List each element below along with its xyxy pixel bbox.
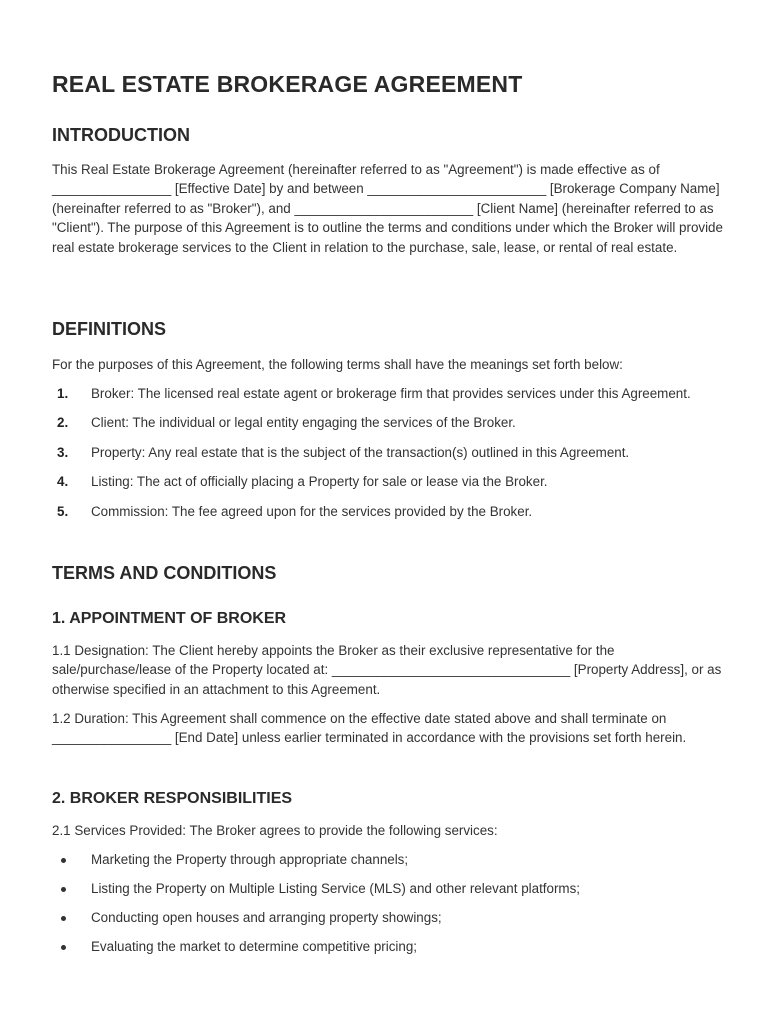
services-intro: 2.1 Services Provided: The Broker agrees to provide the following services: bbox=[52, 823, 498, 838]
bullet-icon bbox=[61, 945, 66, 950]
services-list bbox=[52, 850, 724, 966]
definitions-intro: For the purposes of this Agreement, the following terms shall have the meanings set forth below: bbox=[52, 357, 623, 372]
bullet-icon bbox=[61, 858, 66, 863]
definition-number: 5. bbox=[57, 503, 69, 519]
definition-text: Property: Any real estate that is the subject of the transaction(s) outlined in this Agreement. bbox=[91, 444, 630, 460]
service-item bbox=[52, 850, 724, 869]
definition-text: Listing: The act of officially placing a Property for sale or lease via the Broker. bbox=[91, 474, 548, 490]
introduction-heading: INTRODUCTION bbox=[52, 125, 190, 145]
duration-paragraph: 1.2 Duration: This Agreement shall commence on the effective date stated above and shall terminate on ________________ [End Date] unless earlier terminated in accordance with the provisions set forth herein. bbox=[52, 711, 687, 746]
service-item bbox=[52, 937, 724, 956]
service-item bbox=[52, 908, 724, 927]
definition-item bbox=[52, 472, 724, 491]
terms-heading: TERMS AND CONDITIONS bbox=[52, 563, 277, 583]
definition-item bbox=[52, 443, 724, 462]
appointment-heading: 1. APPOINTMENT OF BROKER bbox=[52, 610, 287, 627]
definition-number: 1. bbox=[57, 386, 69, 401]
definition-item bbox=[52, 502, 724, 521]
definition-number: 3. bbox=[57, 444, 69, 460]
definitions-list bbox=[52, 384, 724, 531]
service-text: Marketing the Property through appropriate channels; bbox=[91, 852, 409, 867]
service-item bbox=[52, 879, 724, 898]
definitions-heading: DEFINITIONS bbox=[52, 319, 167, 339]
definition-text: Client: The individual or legal entity engaging the services of the Broker. bbox=[91, 415, 516, 431]
definition-text: Broker: The licensed real estate agent or brokerage firm that provides services under this Agreement. bbox=[91, 386, 691, 401]
designation-paragraph: 1.1 Designation: The Client hereby appoints the Broker as their exclusive representative for the sale/purchase/lease of the Property located at: ________________________________ [Property Address], or as otherwise specified in an attachment to this Agreement. bbox=[52, 643, 722, 697]
definition-item bbox=[52, 413, 724, 432]
service-text: Conducting open houses and arranging property showings; bbox=[91, 910, 442, 925]
bullet-icon bbox=[61, 887, 66, 892]
document-title: REAL ESTATE BROKERAGE AGREEMENT bbox=[52, 71, 523, 97]
broker-responsibilities-heading: 2. BROKER RESPONSIBILITIES bbox=[52, 790, 293, 807]
definition-text: Commission: The fee agreed upon for the services provided by the Broker. bbox=[91, 503, 533, 519]
introduction-paragraph: This Real Estate Brokerage Agreement (hereinafter referred to as "Agreement") is made effective as of ________________ [Effective Date] by and between ________________________ [Brokerage Company Name] (hereinafter referred to as "Broker"), and ________________________ [Client Name] (hereinafter referred to as "Client"). The purpose of this Agreement is to outline the terms and conditions under which the Broker will provide real estate brokerage services to the Client in relation to the purchase, sale, lease, or rental of real estate. bbox=[52, 162, 723, 255]
definition-item bbox=[52, 384, 724, 403]
service-text: Listing the Property on Multiple Listing Service (MLS) and other relevant platforms; bbox=[91, 881, 580, 896]
service-text: Evaluating the market to determine competitive pricing; bbox=[91, 939, 417, 954]
bullet-icon bbox=[61, 916, 66, 921]
definition-number: 2. bbox=[57, 415, 69, 431]
definition-number: 4. bbox=[57, 474, 69, 490]
